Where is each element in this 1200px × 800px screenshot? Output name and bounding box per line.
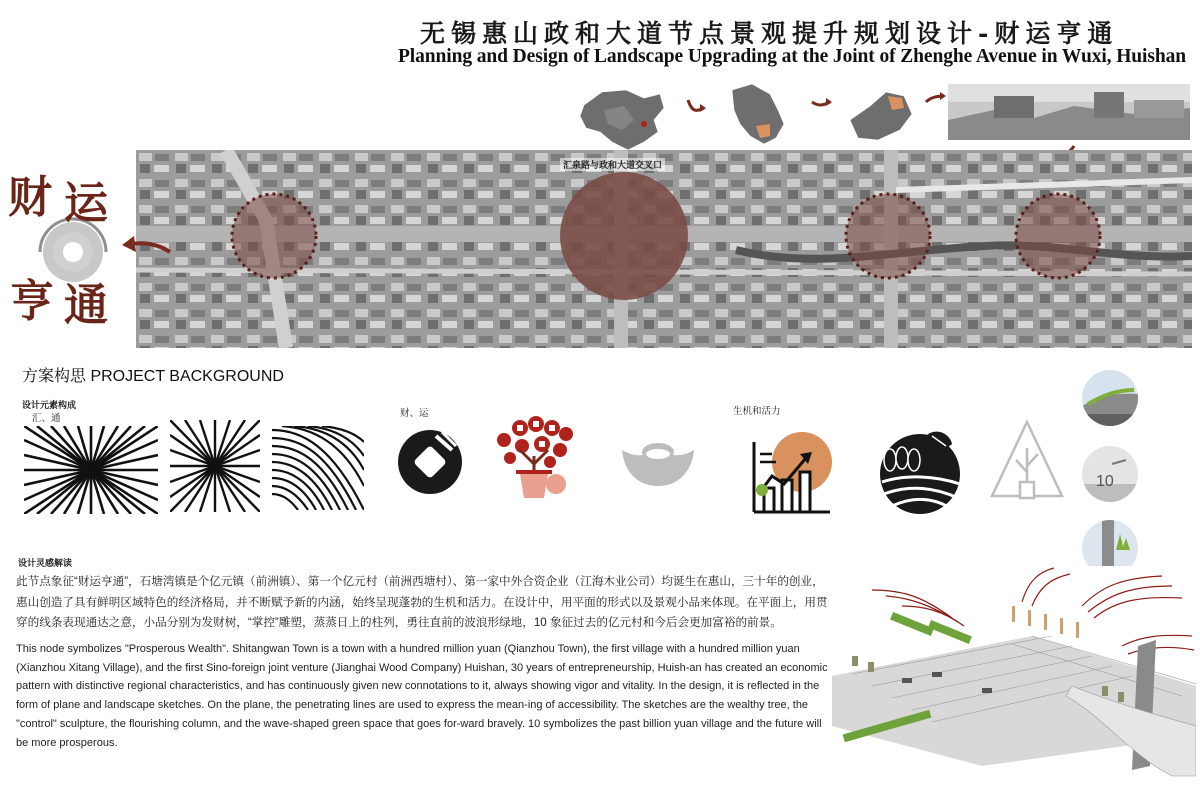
aerial-map bbox=[136, 150, 1192, 348]
group-label-cai-yun: 财、运 bbox=[400, 408, 429, 419]
node-circle-1 bbox=[232, 194, 316, 278]
growth-chart-icon bbox=[750, 432, 834, 518]
intersection-label: 汇泉路与政和大道交叉口 bbox=[560, 158, 665, 171]
brand-char-tong: 通 bbox=[64, 280, 108, 331]
radial-lines-pattern-1 bbox=[24, 426, 158, 514]
group-label-hui-tong: 汇、通 bbox=[32, 413, 61, 424]
radial-lines-pattern-2 bbox=[170, 420, 260, 512]
thumbnail-green-space bbox=[1082, 370, 1138, 426]
tree-outline-icon bbox=[988, 418, 1066, 504]
group-label-vitality: 生机和活力 bbox=[733, 406, 781, 417]
node-circle-4 bbox=[1016, 194, 1100, 278]
gold-ingot-icon bbox=[618, 436, 698, 492]
inspiration-paragraph-cn: 此节点象征“财运亨通”，石塘湾镇是个亿元镇（前洲镇）、第一个亿元村（前洲西塘村）、第一家中外合资企业（江海木业公司）均诞生在惠山，三十年的创业，惠山创造了具有鲜明区域特色的经济格局，并不断赋予新的内涵，始终呈现蓬勃的生机和活力。在设计中，用平面的形式以及景观小品来体现。在平面上，用贯穿的线条表现通达之意，小品分别为发财树，“掌控”雕塑，蒸蒸日上的柱列，勇往直前的波浪形绿地，10 象征过去的亿元村和今后会更加富裕的前景。 bbox=[16, 575, 828, 629]
title-english: Planning and Design of Landscape Upgrading at the Joint of Zhenghe Avenue in Wuxi, Huishan bbox=[398, 46, 1186, 67]
project-background-heading: 方案构思 PROJECT BACKGROUND bbox=[22, 368, 284, 385]
money-tree-icon bbox=[490, 416, 580, 506]
location-map-sequence bbox=[574, 80, 1190, 160]
perspective-rendering bbox=[832, 566, 1196, 780]
thumbnail-ten-sculpture bbox=[1082, 446, 1138, 502]
inspiration-heading: 设计灵感解读 bbox=[18, 559, 73, 569]
china-map bbox=[580, 90, 664, 150]
jiangsu-map bbox=[732, 84, 784, 144]
site-photo bbox=[948, 84, 1190, 140]
coin-icon bbox=[396, 428, 466, 498]
curved-lines-pattern bbox=[272, 426, 364, 510]
design-elements-label: 设计元素构成 bbox=[22, 401, 77, 411]
inspiration-paragraph-en: This node symbolizes "Prosperous Wealth". Shitangwan Town is a town with a hundred million yuan (Qianzhou Town), the first village with a hundred million yuan (Xianzhou Xitang Village), and the first Sino-foreign joint venture (Jianghai Wood Company) Huishan, 30 years of entrepreneurship, Huish-an has created an economic pattern with distinctive regional characteristics, and has continuously given new connotations to it, always showing vigor and vitality. In the design, it is reflected in the form of plane and landscape sketches. On the plane, the penetrating lines are used to express the mean-ing of accessibility. The sketches are the wealthy tree, the "control" sculpture, the flourishing column, and the wave-shaped green space that goes for-ward bravely. 10 symbolizes the past billion yuan village and the future will be more prosperous. bbox=[16, 643, 828, 749]
farmland-icon bbox=[876, 424, 962, 518]
node-circle-main bbox=[560, 172, 688, 300]
brand-char-heng: 亨 bbox=[10, 276, 54, 327]
brand-char-yun: 运 bbox=[64, 178, 108, 229]
sculpture-number: 10 bbox=[1096, 473, 1114, 490]
aerial-map-graphic bbox=[136, 150, 1192, 348]
brand-char-cai: 财 bbox=[8, 172, 52, 223]
title-chinese: 无锡惠山政和大道节点景观提升规划设计-财运亨通 bbox=[420, 19, 1119, 48]
node-circle-3 bbox=[846, 194, 930, 278]
arrow-left-icon bbox=[118, 234, 174, 264]
wuxi-map bbox=[850, 92, 912, 140]
